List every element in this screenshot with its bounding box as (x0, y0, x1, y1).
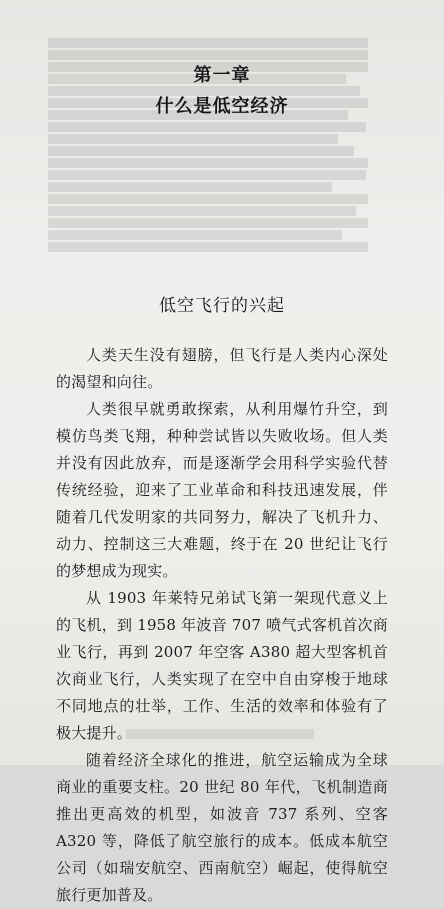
footer-show-through (126, 729, 314, 739)
show-through-line (48, 242, 368, 252)
section-title: 低空飞行的兴起 (159, 296, 285, 316)
show-through-line (48, 134, 338, 144)
show-through-line (48, 50, 368, 60)
paragraph-1: 人类天生没有翅膀，但飞行是人类内心深处的渴望和向往。 (56, 346, 388, 391)
show-through-line (48, 158, 368, 168)
show-through-line (48, 194, 368, 204)
paragraph-4: 随着经济全球化的推进，航空运输成为全球商业的重要支柱。20 世纪 80 年代，飞机制造商推出更高效的机型，如波音 737 系列、空客 A320 等，降低了航空旅行的成本。低成本航空公司（如瑞安航空、西南航空）崛起，使得航空旅行更加普及。 (56, 751, 388, 904)
show-through-line (48, 122, 366, 132)
show-through-text (0, 0, 444, 280)
chapter-title: 什么是低空经济 (155, 96, 289, 117)
paragraph-3: 从 1903 年莱特兄弟试飞第一架现代意义上的飞机，到 1958 年波音 707 喷气式客机首次商业飞行，再到 2007 年空客 A380 超大型客机首次商业飞行，人类实现了在空中自由穿梭于地球不同地点的壮举，工作、生活的效率和体验有了极大提升。 (56, 589, 388, 742)
show-through-line (48, 218, 368, 228)
show-through-line (48, 230, 342, 240)
show-through-line (48, 170, 366, 180)
show-through-line (48, 206, 356, 216)
show-through-line (48, 182, 332, 192)
paragraph-2: 人类很早就勇敢探索，从利用爆竹升空，到模仿鸟类飞翔，种种尝试皆以失败收场。但人类并没有因此放弃，而是逐渐学会用科学实验代替传统经验，迎来了工业革命和科技迅速发展，伴随着几代发明家的共同努力，解决了飞机升力、动力、控制这三大难题，终于在 20 世纪让飞行的梦想成为现实。 (56, 400, 388, 580)
show-through-line (48, 38, 368, 48)
show-through-line (48, 146, 354, 156)
chapter-number: 第一章 (193, 65, 251, 86)
body-text (56, 342, 388, 909)
